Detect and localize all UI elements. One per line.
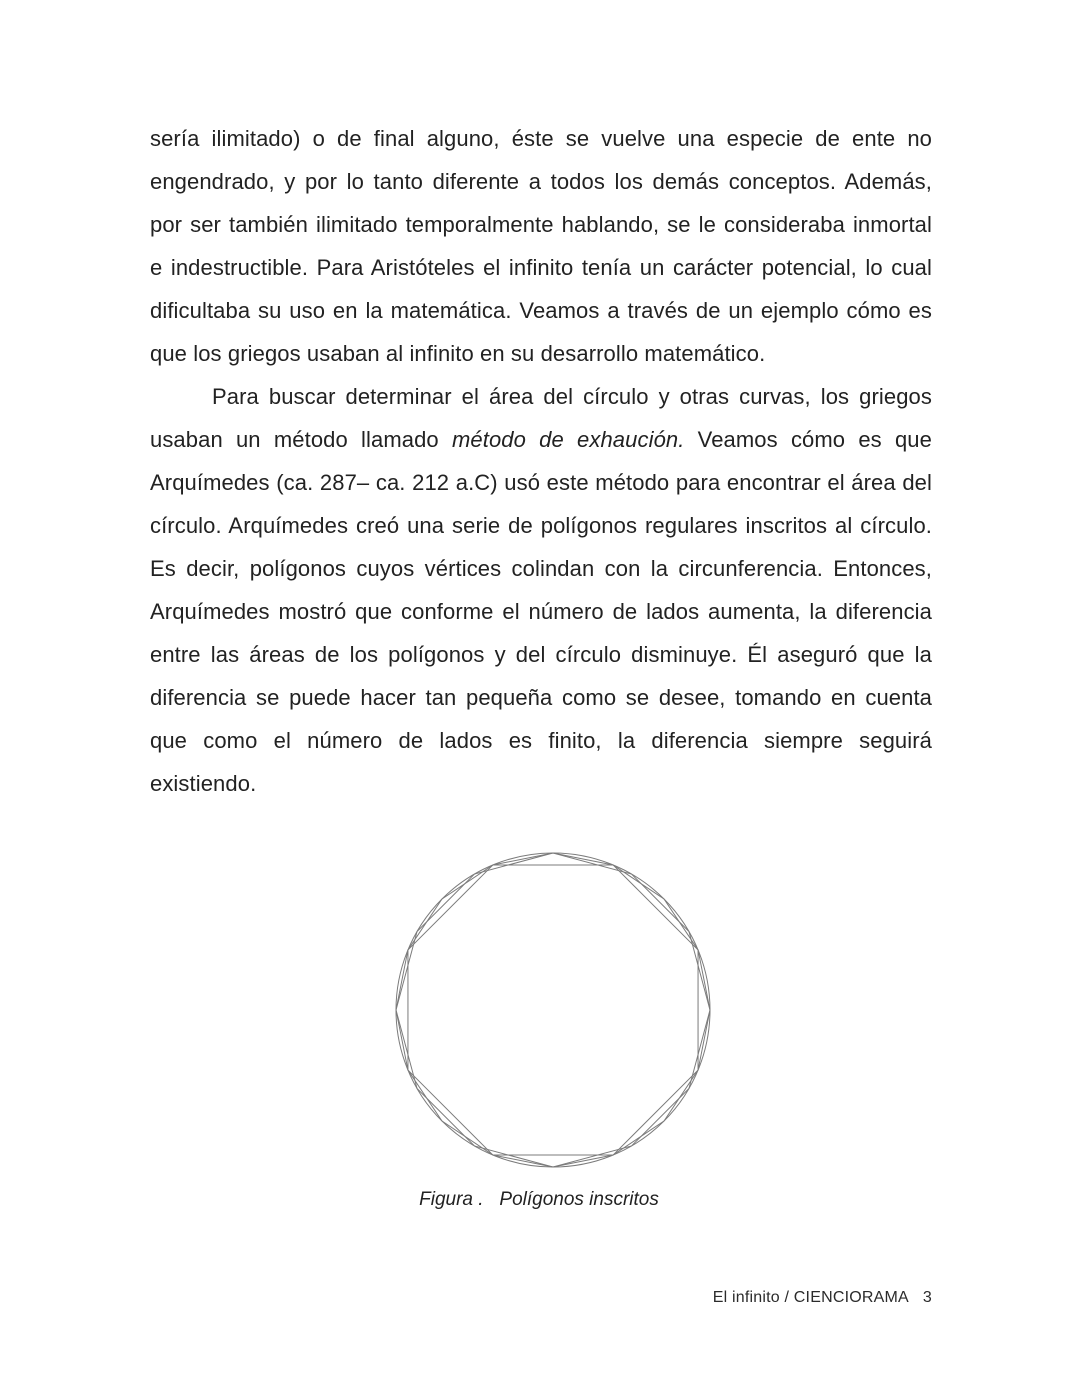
paragraph-2-text-after: Veamos cómo es que Arquímedes (ca. 287– ca. 212 a.C) usó este método para encontrar el área del círculo. Arquímedes creó una serie de polígonos regulares inscritos al círculo. Es decir, polígonos cuyos vértices colindan con la circunferencia. Entonces, Arquímedes mostró que conforme el número de lados aumenta, la diferencia entre las áreas de los polígonos y del círculo disminuye. Él aseguró que la diferencia se puede hacer tan pequeña como se desee, tomando en cuenta que como el número de lados es finito, la diferencia siempre seguirá existiendo. — [150, 427, 932, 796]
polygons-svg — [388, 845, 718, 1175]
inscribed-polygon-8-sides — [408, 865, 698, 1155]
figure-caption: Figura . Polígonos inscritos — [419, 1189, 659, 1210]
paragraph-2-text-before: Para buscar determinar el área del círculo y otras curvas, los griegos usaban un método llamado — [150, 384, 932, 452]
footer-running-title: El infinito / CIENCIORAMA — [712, 1289, 909, 1306]
paragraph-2 — [150, 375, 932, 805]
page-content — [150, 117, 932, 1211]
page-footer — [713, 1289, 932, 1307]
figure-inscribed-polygons — [388, 845, 718, 1211]
paragraph-1: sería ilimitado) o de final alguno, éste se vuelve una especie de ente no engendrado, y por lo tanto diferente a todos los demás conceptos. Además, por ser también ilimitado temporalmente hablando, se le consideraba inmortal e indestructible. Para Aristóteles el infinito tenía un carácter potencial, lo cual dificultaba su uso en la matemática. Veamos a través de un ejemplo cómo es que los griegos usaban al infinito en su desarrollo matemático. — [150, 126, 932, 366]
circle-outline — [396, 853, 710, 1167]
inscribed-polygon-16-sides — [396, 853, 710, 1167]
inscribed-polygon-12-sides — [396, 853, 710, 1167]
paragraph-2-italic-phrase: método de exhaución. — [451, 427, 685, 452]
page-number: 3 — [922, 1289, 932, 1306]
